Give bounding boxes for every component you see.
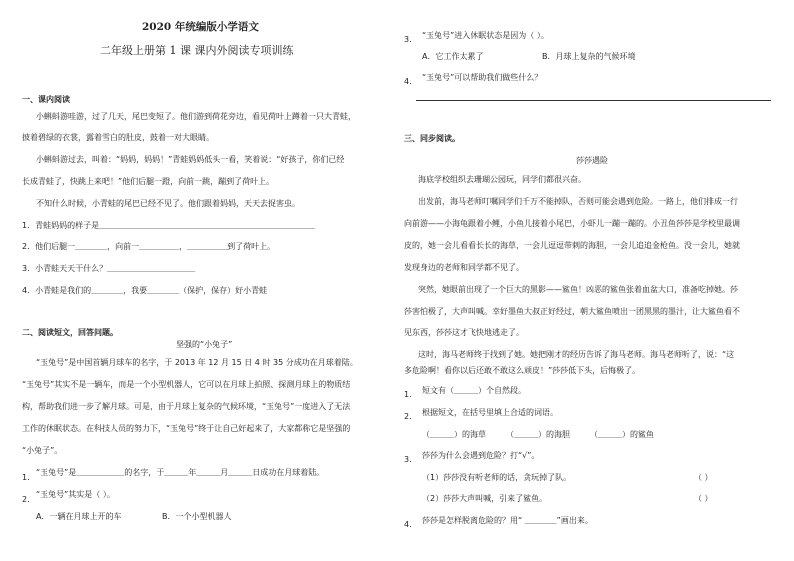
section3-heading: 三、同步阅读。 (404, 134, 460, 143)
s3-para: 出发前，海马老师叮嘱同学们千万不能掉队，否则可能会遇到危险。一路上，他们排成一行 (418, 197, 738, 206)
s3-q4-number: 4. (404, 520, 412, 529)
s3-story-title: 莎莎遇险 (576, 156, 608, 165)
s1-question-1: 1．青蛙妈妈的样子是＿＿＿＿＿＿＿＿＿＿＿＿＿＿＿＿＿＿＿＿＿＿＿＿＿＿＿ (22, 221, 316, 230)
s2-question-3: “玉兔号”进入休眠状态是因为（ ）。 (422, 31, 549, 40)
s3-question-3: 莎莎为什么会遇到危险？打“√”。 (422, 451, 540, 460)
s3-para: 向前游——小海龟跟着小鲤，小鱼儿接着小尾巴，小虾儿一蹦一蹦的。小丑鱼莎莎是学校里最调 (404, 219, 740, 228)
s2-story-title: 坚强的“小兔子” (176, 340, 233, 349)
s2-para: 构，帮助我们进一步了解月球。可是，由于月球上复杂的气候环境，“玉兔号”一度进入了无法 (22, 402, 351, 411)
s2-q1-number: 1. (22, 473, 30, 482)
s3-question-4: 莎莎是怎样脱离危险的？用“ ＿＿＿＿”画出来。 (422, 516, 593, 525)
s3-question-1: 短文有（＿＿＿）个自然段。 (422, 386, 526, 395)
s3-para: 突然，她眼前出现了一个巨大的黑影——鲨鱼！凶恶的鲨鱼张着血盆大口，准备吃掉她。莎 (418, 285, 738, 294)
s1-para: 小蝌蚪游过去，叫着：“妈妈，妈妈！”青蛙妈妈低头一看，笑着说：“好孩子，你们已经 (36, 155, 345, 164)
s3-para: 海底学校组织去珊瑚公园玩，同学们都很兴奋。 (418, 175, 586, 184)
s2-q2-option-a: A．一辆在月球上开的车 (36, 512, 122, 521)
s3-para: 皮的，她一会儿看看长长的海草，一会儿逗逗带刺的海胆，一会儿追追金枪鱼。没一会儿，她就 (404, 241, 740, 250)
answer-line (416, 100, 771, 101)
section1-heading: 一、课内阅读 (22, 95, 70, 104)
s2-q2-number: 2. (22, 495, 30, 504)
s2-q3-option-b: B．月球上复杂的气候环境 (542, 52, 636, 61)
s3-question-2: 根据短文，在括号里填上合适的词语。 (422, 408, 558, 417)
s1-para: 披着碧绿的衣裳，露着雪白的肚皮，鼓着一对大眼睛。 (22, 133, 214, 142)
s2-para: “玉兔号”其实不是一辆车，而是一个小型机器人，它可以在月球上拍照、探测月球上的物质结 (22, 380, 351, 389)
s2-q3-number: 3. (404, 35, 412, 44)
s3-para: 多危险啊！看你以后还敢不敢这么顽皮！”莎莎低下头，后悔极了。 (404, 366, 641, 375)
s2-para: “玉兔号”是中国首辆月球车的名字，于 2013 年 12 月 15 日 4 时 35 分成功在月球着陆。 (36, 358, 358, 367)
s3-q2-fill-1: （＿＿＿）的海草 (422, 430, 486, 439)
section2-heading: 二、阅读短文，回答问题。 (22, 328, 118, 337)
s2-q2-option-b: B．一个小型机器人 (162, 512, 232, 521)
s3-q3-paren-1: （ ） (694, 473, 713, 482)
s1-para: 小蝌蚪游哇游，过了几天，尾巴变短了。他们游到荷花旁边，看见荷叶上蹲着一只大青蛙， (36, 112, 356, 121)
s3-q3-number: 3. (404, 455, 412, 464)
s3-q3-option-1: （1）莎莎没有听老师的话，贪玩掉了队。 (422, 473, 572, 482)
s3-q1-number: 1. (404, 390, 412, 399)
s1-para: 长成青蛙了，快跳上来吧！”他们后腿一蹬，向前一跳，蹦到了荷叶上。 (22, 177, 275, 186)
s2-question-4: “玉兔号”可以帮助我们做些什么？ (422, 73, 543, 82)
doc-title: 2020 年统编版小学语文 (142, 21, 259, 33)
s3-q2-fill-2: （＿＿＿）的海胆 (506, 430, 570, 439)
s3-para: 见东西，莎莎这才飞快地逃走了。 (404, 328, 524, 337)
s1-question-2: 2．他们后腿一＿＿＿＿，向前一＿＿＿＿＿，＿＿＿＿＿到了荷叶上。 (22, 242, 276, 251)
doc-subtitle: 二年级上册第 1 课 课内外阅读专项训练 (100, 44, 294, 57)
s2-q4-number: 4. (404, 77, 412, 86)
s1-question-4: 4．小青蛙是我们的＿＿＿＿，我要＿＿＿＿（保护，保存）好小青蛙 (22, 286, 268, 295)
s2-para: “小兔子”。 (22, 446, 63, 455)
s3-q2-fill-3: （＿＿＿）的鲨鱼 (590, 430, 654, 439)
s3-q2-number: 2. (404, 412, 412, 421)
s2-question-1: “玉兔号”是＿＿＿＿＿＿的名字，于＿＿＿年＿＿＿月＿＿＿日成功在月球着陆。 (36, 468, 325, 477)
s3-para: 莎害怕极了，大声叫喊。幸好墨鱼大叔正好经过，朝大鲨鱼喷出一团黑黑的墨汁，让大鲨鱼看不 (404, 307, 740, 316)
s3-q3-paren-2: （ ） (694, 494, 713, 503)
s1-para: 不知什么时候，小青蛙的尾巴已经不见了。他们跟着妈妈，天天去捉害虫。 (36, 199, 300, 208)
s2-q3-option-a: A．它工作太累了 (422, 52, 484, 61)
s3-para: 这时，海马老师终于找到了她。她把刚才的经历告诉了海马老师。海马老师听了，说：“这 (418, 350, 735, 359)
s1-question-3: 3．小青蛙天天干什么？＿＿＿＿＿＿＿＿＿＿＿ (22, 264, 196, 273)
s3-q3-option-2: （2）莎莎大声叫喊，引来了鲨鱼。 (422, 494, 548, 503)
s2-para: 工作的休眠状态。在科技人员的努力下，“玉兔号”终于让自己好起来了，大家都称它是坚强的 (22, 424, 351, 433)
s2-question-2: “玉兔号”其实是（ ）。 (36, 490, 115, 499)
s3-para: 发现身边的老师和同学都不见了。 (404, 263, 524, 272)
